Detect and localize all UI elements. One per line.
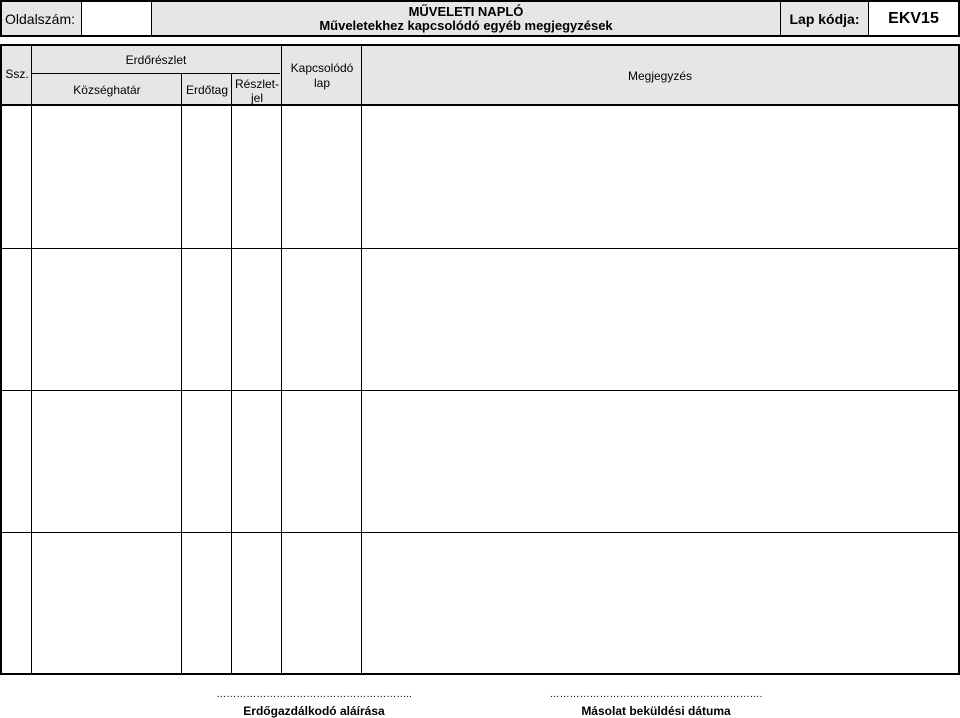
- date-line[interactable]: ……………………………………………………….: [549, 690, 763, 700]
- form-title-main: MŰVELETI NAPLÓ: [408, 3, 524, 19]
- sheet-code-label: Lap kódja:: [781, 0, 869, 37]
- col-header-kapcsolodo-line2: lap: [313, 76, 330, 90]
- col-header-reszletjel: [232, 78, 282, 105]
- col-header-ssz: Ssz.: [5, 67, 29, 81]
- col-header-erdotag: Erdőtag: [185, 83, 229, 97]
- page-number-label: Oldalszám:: [0, 0, 82, 37]
- group-divider: [32, 73, 280, 74]
- col-header-kapcsolodo-lap: [282, 62, 362, 90]
- col-header-megjegyzes: Megjegyzés: [627, 69, 693, 83]
- signature-line[interactable]: …………………………………………………..: [216, 690, 412, 700]
- date-block: [536, 690, 776, 718]
- form-header: [0, 0, 960, 37]
- page-number-field[interactable]: [82, 0, 152, 37]
- table-row[interactable]: [2, 391, 958, 532]
- col-header-reszletjel-line2: jel: [250, 91, 263, 105]
- col-header-kapcsolodo-line1: Kapcsolódó: [290, 61, 354, 75]
- table-row[interactable]: [2, 533, 958, 673]
- table-header-row: [2, 46, 958, 106]
- col-group-erdoreszlet: Erdőrészlet: [125, 53, 187, 67]
- table-row[interactable]: [2, 106, 958, 248]
- form-title: [152, 0, 781, 37]
- notes-table: [0, 44, 960, 675]
- form-title-sub: Műveletekhez kapcsolódó egyéb megjegyzések: [319, 17, 613, 33]
- date-label: Másolat beküldési dátuma: [581, 704, 731, 718]
- table-row[interactable]: [2, 249, 958, 389]
- signature-block: [186, 690, 442, 718]
- sheet-code-value: EKV15: [869, 0, 960, 37]
- col-header-kozseghatar: Községhatár: [73, 83, 141, 97]
- signature-label: Erdőgazdálkodó aláírása: [243, 704, 385, 718]
- col-header-reszletjel-line1: Részlet-: [234, 77, 279, 91]
